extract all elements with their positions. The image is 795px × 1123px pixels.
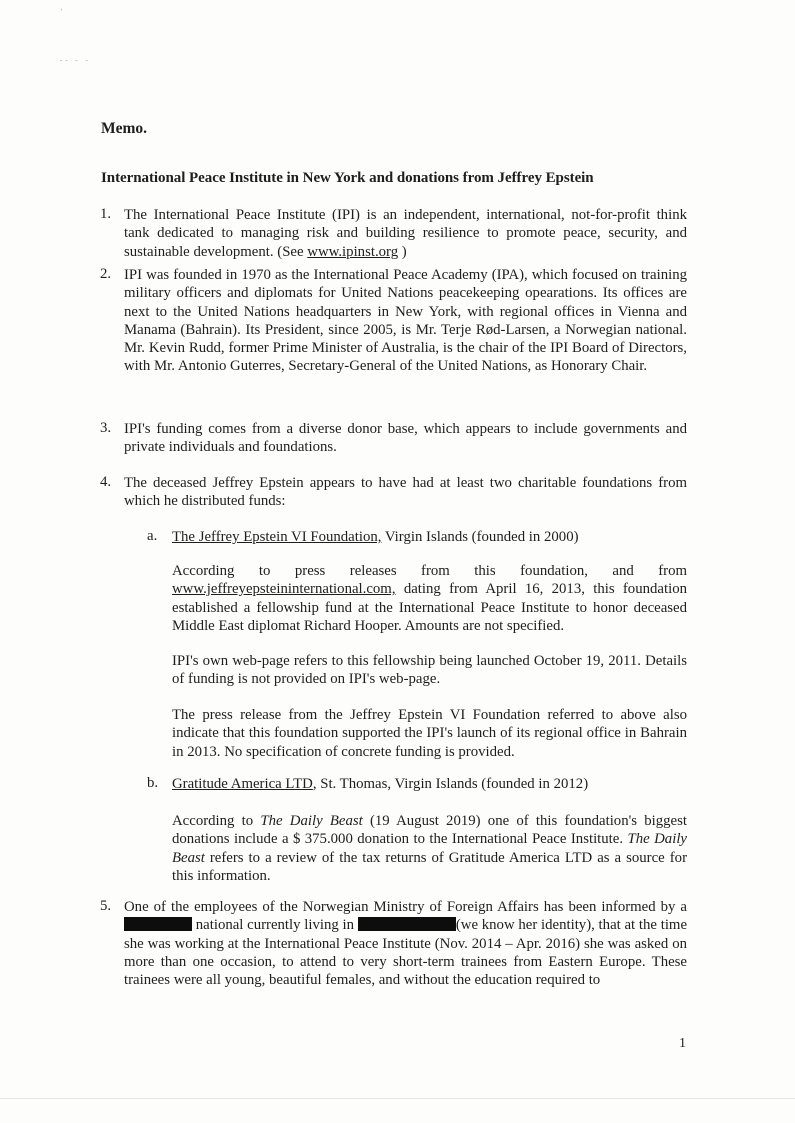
- item-1-tail: ): [398, 243, 407, 260]
- item-1-text: [124, 206, 687, 261]
- foundation-a-name: The Jeffrey Epstein VI Foundation,: [172, 529, 382, 545]
- foundation-b-title: [172, 775, 687, 793]
- item-5-part-3: (we know her identity), that at the time she was working at the International Peace Institute (Nov. 2014 – Apr. 2016) she was asked on more than one occasion, to attend to very short-term trainees from Eastern Europe. These trainees were all young, beautiful females, and without the education required to: [124, 917, 688, 989]
- foundation-b-p1-c: refers to a review of the tax returns of Gratitude America LTD as a source for this information.: [172, 849, 687, 884]
- redaction-bar: [358, 917, 456, 931]
- ipinst-link[interactable]: www.ipinst.org: [307, 243, 399, 260]
- item-3-text: IPI's funding comes from a diverse donor base, which appears to include governments and private individuals and foundations.: [124, 421, 687, 456]
- foundation-b-name: Gratitude America LTD: [172, 776, 313, 792]
- document-heading: International Peace Institute in New York and donations from Jeffrey Epstein: [101, 170, 594, 186]
- item-1-body: The International Peace Institute (IPI) is an independent, international, not-for-profit think tank dedicated to managing risk and building resilience to promote peace, security, and sustainable development. (See: [124, 207, 687, 260]
- scan-artifact: ˈ: [60, 8, 64, 19]
- foundation-a-title: [172, 528, 687, 546]
- item-4-text: The deceased Jeffrey Epstein appears to have had at least two charitable foundations from which he distributed funds:: [124, 475, 687, 510]
- scan-edge-line: [0, 1098, 795, 1099]
- foundation-a-p1-end: dating from April 16, 2013, this foundation established a fellowship fund at the International Peace Institute to honor deceased Middle East diplomat Richard Hooper. Amounts are not specified.: [172, 581, 687, 634]
- item-5-part-2: national currently living in: [195, 917, 355, 934]
- item-number: 5.: [100, 898, 112, 914]
- source-daily-beast: The Daily Beast: [172, 831, 687, 866]
- memo-title: Memo.: [101, 120, 148, 137]
- subitem-letter: b.: [147, 775, 159, 791]
- source-daily-beast: The Daily Beast: [260, 813, 363, 829]
- foundation-b-location: , St. Thomas, Virgin Islands (founded in 2012): [312, 776, 589, 792]
- foundation-a-p1-start: According to press releases from this foundation, and from: [172, 563, 687, 579]
- foundation-b-p1-b: (19 August 2019) one of this foundation's biggest donations include a $ 375.000 donation to the International Peace Institute.: [172, 813, 687, 848]
- subitem-letter: a.: [147, 528, 158, 544]
- item-number: 3.: [100, 420, 112, 436]
- foundation-b-p1-a: According to: [172, 813, 261, 829]
- epstein-website-link[interactable]: www.jeffreyepsteininternational.com,: [172, 581, 396, 598]
- item-5-text: [124, 898, 687, 989]
- foundation-a-paragraph-1: [172, 562, 687, 635]
- item-5-part-1: One of the employees of the Norwegian Ministry of Foreign Affairs has been informed by a: [124, 899, 687, 915]
- foundation-a-location: Virgin Islands (founded in 2000): [381, 529, 579, 545]
- foundation-b-paragraph-1: [172, 812, 687, 885]
- foundation-a-paragraph-2: IPI's own web-page refers to this fellowship being launched October 19, 2011. Details of funding is not provided on IPI's web-page.: [172, 653, 687, 688]
- item-2-text: IPI was founded in 1970 as the International Peace Academy (IPA), which focused on training military officers and diplomats for United Nations peacekeeping opearations. Its offices are next to the United Nations headquarters in New York, with regional offices in Vienna and Manama (Bahrain). Its President, since 2005, is Mr. Terje Rød-Larsen, a Norwegian national. Mr. Kevin Rudd, former Prime Minister of Australia, is the chair of the IPI Board of Directors, with Mr. Antonio Guterres, Secretary-General of the United Nations, as Honorary Chair.: [124, 267, 687, 375]
- redaction-bar: [124, 917, 192, 931]
- foundation-a-paragraph-3: The press release from the Jeffrey Epstein VI Foundation referred to above also indicate that this foundation supported the IPI's launch of its regional office in Bahrain in 2013. No specification of concrete funding is provided.: [172, 707, 687, 760]
- scan-artifact: -- - -: [60, 56, 91, 64]
- item-number: 1.: [100, 206, 112, 222]
- item-number: 2.: [100, 266, 112, 282]
- item-number: 4.: [100, 474, 112, 490]
- page-number: 1: [679, 1036, 686, 1051]
